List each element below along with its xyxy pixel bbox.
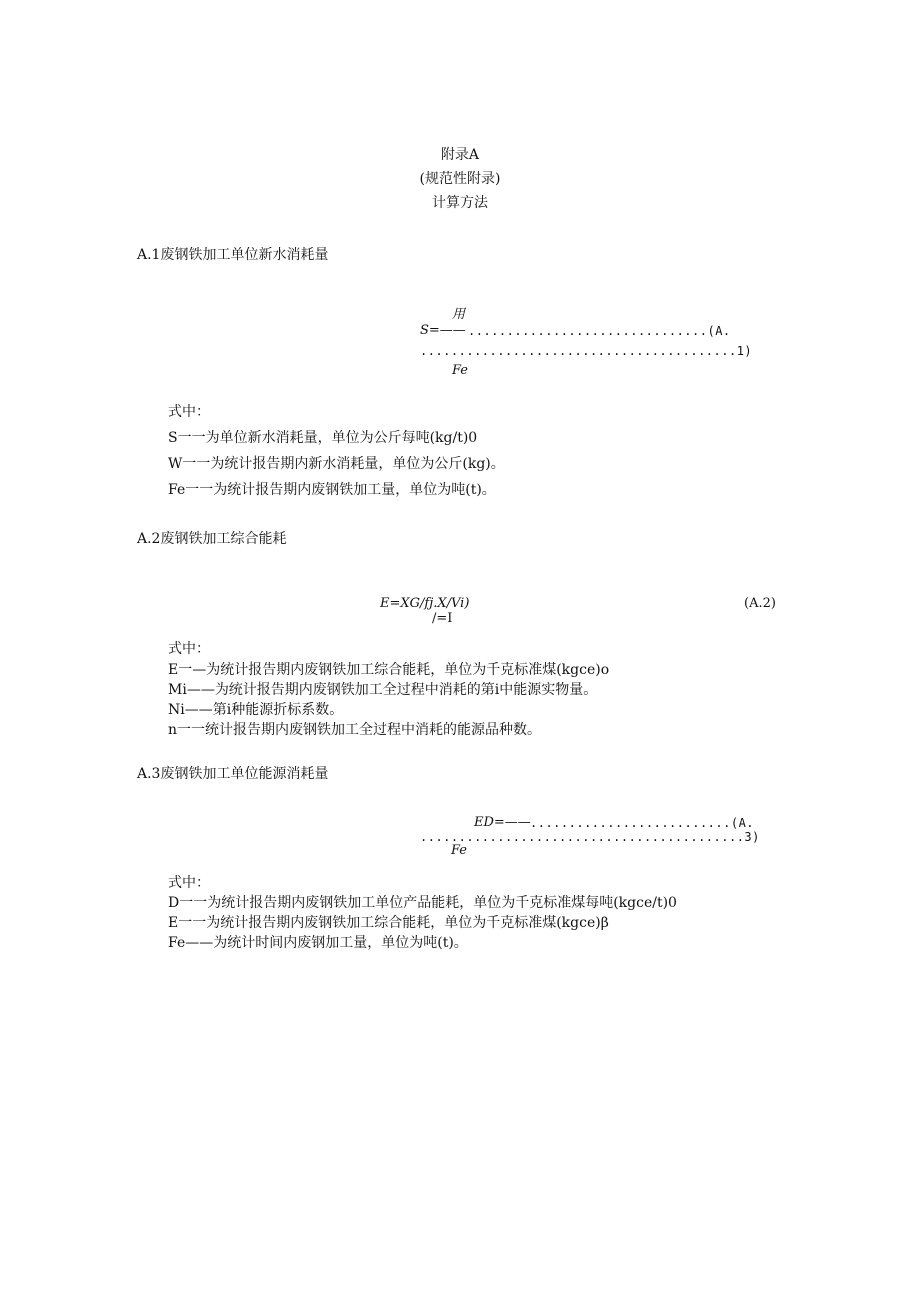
- definition-item: S一一为单位新水消耗量，单位为公斤每吨(kg/t)0: [168, 430, 478, 446]
- formula-lhs: ED=——: [474, 815, 531, 830]
- formula-denominator: Fe: [451, 843, 468, 858]
- definition-item: Mi——为统计报告期内废钢铁加工全过程中消耗的第i中能源实物量。: [168, 682, 598, 698]
- section-heading-a3: A.3废钢铁加工单位能源消耗量: [137, 766, 329, 782]
- where-label-a3: 式中：: [168, 875, 210, 891]
- definition-item: Fe——为统计时间内废钢加工量，单位为吨(t)。: [168, 935, 468, 951]
- where-label-a1: 式中：: [168, 404, 210, 420]
- formula-number: (A.2): [744, 596, 776, 611]
- definition-item: E一一为统计报告期内废钢铁加工综合能耗，单位为千克标准煤(kgce)β: [168, 915, 609, 931]
- formula-lhs: S=——: [420, 323, 466, 338]
- definition-item: Fe一一为统计报告期内废钢铁加工量，单位为吨(t)。: [168, 482, 496, 498]
- appendix-type: (规范性附录): [419, 171, 501, 187]
- formula-leader-dots-cont: .........................................1): [420, 344, 753, 358]
- where-label-a2: 式中：: [168, 641, 210, 657]
- formula-summation-index: /=I: [432, 611, 453, 626]
- formula-denominator: Fe: [452, 363, 469, 378]
- formula-numerator: 用: [452, 307, 466, 322]
- formula-leader-dots-cont: ..........................................3): [420, 830, 760, 844]
- definition-item: Ni——第i种能源折标系数。: [168, 702, 344, 718]
- definition-item: D一一为统计报告期内废钢铁加工单位产品能耗，单位为千克标准煤每吨(kgce/t)0: [168, 895, 677, 911]
- formula-leader-dots: ..........................(A.: [530, 816, 755, 830]
- appendix-title: 计算方法: [432, 195, 488, 211]
- appendix-label: 附录A: [440, 147, 480, 163]
- section-heading-a1: A.1废钢铁加工单位新水消耗量: [137, 247, 329, 263]
- section-heading-a2: A.2废钢铁加工综合能耗: [137, 531, 287, 547]
- formula-leader-dots: ...............................(A.: [468, 324, 731, 338]
- formula-expression: E=XG/fj.X/Vi): [380, 596, 470, 611]
- definition-item: E一—为统计报告期内废钢铁加工综合能耗，单位为千克标准煤(kgce)o: [168, 662, 610, 678]
- definition-item: W一一为统计报告期内新水消耗量，单位为公斤(kg)。: [168, 456, 505, 472]
- definition-item: n一一统计报告期内废钢铁加工全过程中消耗的能源品种数。: [168, 722, 542, 738]
